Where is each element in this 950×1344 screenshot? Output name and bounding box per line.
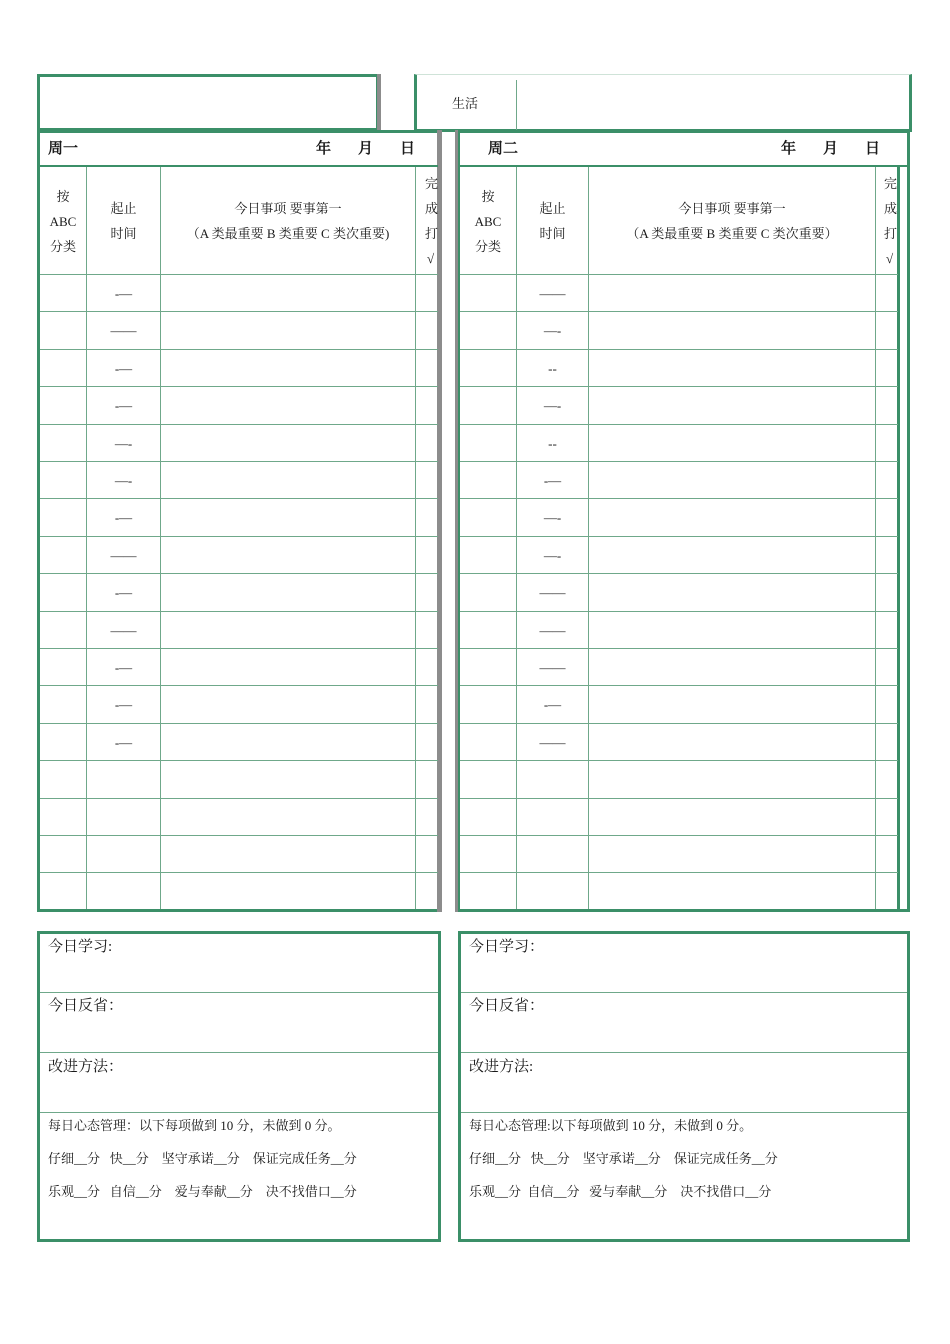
- left-time-cell: -—: [114, 697, 133, 712]
- left-done-header-4: √: [427, 251, 435, 266]
- left-time-cell: ——: [110, 323, 137, 338]
- right-done-header-1: 完: [884, 176, 898, 191]
- left-done-header-1: 完: [425, 176, 439, 191]
- left-time-cell: -—: [114, 361, 133, 376]
- right-time-cell: —-: [543, 398, 562, 413]
- left-abc-header-1: 按: [56, 189, 70, 204]
- left-time-cell: -—: [114, 585, 133, 600]
- right-month-label: 月: [823, 140, 839, 157]
- top-left-box-shadow: [377, 74, 381, 131]
- left-time-cell: -—: [114, 510, 133, 525]
- left-year-label: 年: [316, 140, 332, 157]
- right-task-header-2: （A 类最重要 B 类重要 C 类次重要）: [626, 226, 838, 241]
- right-time-header-1: 起止: [539, 201, 566, 216]
- left-mindset-line-1: 每日心态管理：以下每项做到 10 分，未做到 0 分。: [48, 1118, 341, 1133]
- right-notes-divider-3: [461, 1112, 907, 1113]
- left-time-cell: ——: [110, 623, 137, 638]
- left-time-cell: -—: [114, 735, 133, 750]
- right-row-line: [460, 798, 898, 799]
- left-header-divider: [40, 165, 438, 167]
- right-time-cell: -—: [543, 697, 562, 712]
- right-done-header-2: 成: [884, 201, 898, 216]
- right-time-cell: ——: [539, 585, 566, 600]
- left-time-cell: -—: [114, 286, 133, 301]
- right-row-line: [460, 872, 898, 873]
- right-year-label: 年: [781, 140, 797, 157]
- right-done-header-4: √: [886, 251, 894, 266]
- right-abc-header-3: 分类: [474, 239, 501, 254]
- left-time-cell: -—: [114, 660, 133, 675]
- left-done-header-2: 成: [425, 201, 439, 216]
- right-task-header-1: 今日事项 要事第一: [678, 201, 786, 216]
- top-left-box: [37, 74, 379, 131]
- right-header-divider: [460, 165, 907, 167]
- left-row-line: [40, 872, 438, 873]
- right-abc-header-1: 按: [481, 189, 495, 204]
- right-row-line: [460, 760, 898, 761]
- left-time-cell: —-: [114, 436, 133, 451]
- right-mindset-line-1: 每日心态管理:以下每项做到 10 分，未做到 0 分。: [469, 1118, 753, 1133]
- left-notes-divider-1: [40, 992, 438, 993]
- left-row-line: [40, 835, 438, 836]
- right-time-cell: ——: [539, 623, 566, 638]
- left-row-line: [40, 798, 438, 799]
- left-mindset-line-2: 仔细__分 快__分 坚守承诺__分 保证完成任务__分: [48, 1151, 357, 1166]
- right-time-cell: —-: [543, 323, 562, 338]
- right-mindset-line-3: 乐观__分 自信__分 爱与奉献__分 决不找借口__分: [469, 1184, 772, 1199]
- left-abc-header-3: 分类: [49, 239, 76, 254]
- right-reflect-label: 今日反省：: [469, 998, 545, 1014]
- right-time-cell: ——: [539, 286, 566, 301]
- right-time-cell: ——: [539, 660, 566, 675]
- left-notes-top-line: [37, 931, 441, 934]
- right-time-cell: —-: [543, 510, 562, 525]
- left-task-header-2: （A 类最重要 B 类重要 C 类次重要): [186, 226, 390, 241]
- right-row-line: [460, 835, 898, 836]
- right-notes-divider-1: [461, 992, 907, 993]
- left-notes-divider-2: [40, 1052, 438, 1053]
- top-right-box: [414, 74, 912, 132]
- right-day-label: 日: [865, 140, 881, 157]
- left-time-cell: ——: [110, 548, 137, 563]
- left-abc-header-2: ABC: [49, 214, 77, 229]
- right-abc-header-2: ABC: [474, 214, 502, 229]
- right-time-cell: -—: [543, 473, 562, 488]
- top-right-divider: [516, 80, 517, 130]
- right-time-header-2: 时间: [539, 226, 566, 241]
- left-time-cell: —-: [114, 473, 133, 488]
- left-panel-right-gray: [437, 130, 442, 912]
- left-study-label: 今日学习:: [48, 939, 113, 955]
- left-time-cell: -—: [114, 398, 133, 413]
- left-done-header-3: 打: [425, 226, 439, 241]
- left-row-line: [40, 760, 438, 761]
- left-time-header-1: 起止: [110, 201, 137, 216]
- left-time-header-2: 时间: [110, 226, 137, 241]
- right-improve-label: 改进方法:: [469, 1059, 534, 1075]
- left-day-label: 日: [400, 140, 416, 157]
- left-month-label: 月: [358, 140, 374, 157]
- left-reflect-label: 今日反省：: [48, 998, 124, 1014]
- right-day-name: 周二: [488, 140, 519, 157]
- right-time-cell: —-: [543, 548, 562, 563]
- right-notes-divider-2: [461, 1052, 907, 1053]
- left-mindset-line-3: 乐观__分 自信__分 爱与奉献__分 决不找借口__分: [48, 1184, 357, 1199]
- left-notes-divider-3: [40, 1112, 438, 1113]
- left-improve-label: 改进方法：: [48, 1059, 124, 1075]
- right-time-cell: --: [548, 436, 557, 451]
- right-study-label: 今日学习：: [469, 939, 545, 955]
- left-task-header-1: 今日事项 要事第一: [234, 201, 342, 216]
- right-time-cell: ——: [539, 735, 566, 750]
- right-time-cell: --: [548, 361, 557, 376]
- right-done-header-3: 打: [884, 226, 898, 241]
- left-day-name: 周一: [48, 140, 79, 157]
- life-label: 生活: [452, 96, 479, 111]
- right-mindset-line-2: 仔细__分 快__分 坚守承诺__分 保证完成任务__分: [469, 1151, 778, 1166]
